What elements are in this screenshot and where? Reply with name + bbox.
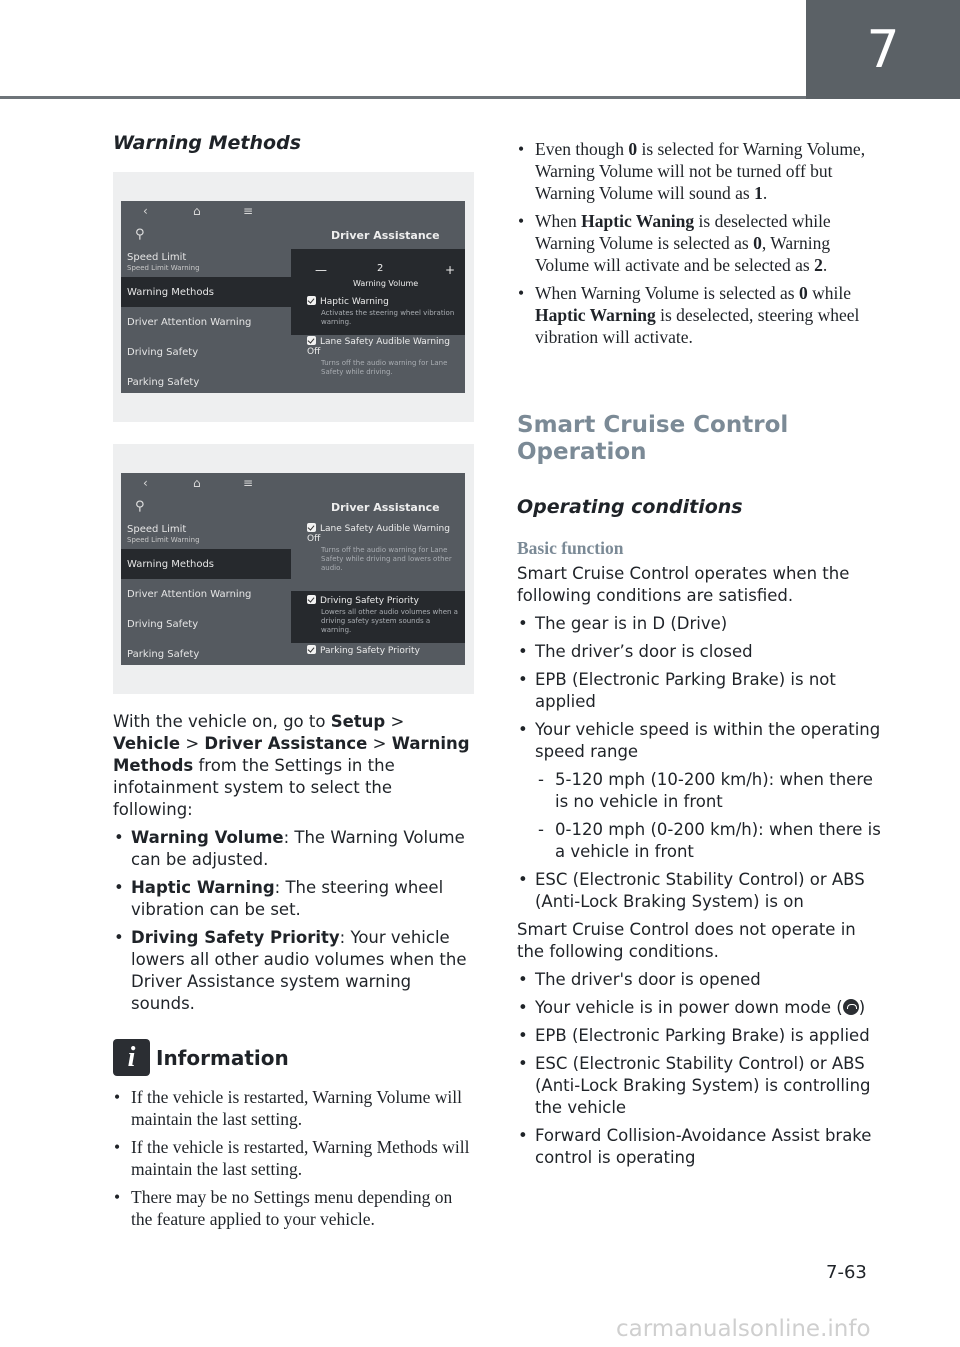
checkbox-icon — [307, 595, 316, 604]
list-item: • Haptic Warning: The steering wheel vibration can be set. — [113, 877, 475, 921]
speed-range-list — [535, 769, 887, 863]
power-down-mode-icon — [843, 999, 859, 1015]
left-column — [113, 132, 475, 154]
option-haptic-warning: Haptic Warning Activates the steering wheel vibration warning. — [307, 296, 461, 327]
subsection-title-operating-conditions: Operating conditions — [517, 496, 743, 518]
volume-value: 2 — [377, 263, 384, 274]
settings-menu — [121, 519, 291, 665]
list-item: • If the vehicle is restarted, Warning Volume will maintain the last setting. — [113, 1086, 475, 1130]
right-column — [517, 138, 887, 1169]
option-lane-safety-audible: Lane Safety Audible Warning Off Turns off the audio warning for Lane Safety while driving. — [307, 337, 450, 376]
intro-paragraph: With the vehicle on, go to Setup > Vehicle > Driver Assistance > Warning Methods from the Settings in the infotainment system to select the following: — [113, 712, 470, 819]
menu-item-driving-safety: Driving Safety — [127, 618, 199, 630]
menu-item-driver-attention: Driver Attention Warning — [127, 588, 252, 600]
checkbox-icon — [307, 296, 316, 305]
operates-intro: Smart Cruise Control operates when the following conditions are satisfied. — [517, 564, 850, 605]
operates-list — [517, 613, 887, 763]
list-item: • ESC (Electronic Stability Control) or ABS (Anti-Lock Braking System) is controlling the vehicle — [517, 1053, 887, 1119]
checkbox-icon — [307, 336, 316, 345]
section-title-scc-operation: Smart Cruise Control Operation — [517, 412, 789, 465]
menu-item-driving-safety: Driving Safety — [127, 346, 199, 358]
list-item: • EPB (Electronic Parking Brake) is not applied — [517, 669, 887, 713]
not-operates-intro: Smart Cruise Control does not operate in the following conditions. — [517, 920, 856, 961]
information-list — [113, 1086, 475, 1230]
home-icon: ⌂ — [193, 204, 201, 218]
list-item: • EPB (Electronic Parking Brake) is applied — [517, 1025, 887, 1047]
watermark: carmanualsonline.info — [616, 1316, 871, 1342]
list-item: • Forward Collision-Avoidance Assist brake control is operating — [517, 1125, 887, 1169]
menu-item-parking-safety: Parking Safety — [127, 648, 200, 660]
list-item: • Even though 0 is selected for Warning Volume, Warning Volume will not be turned off but Warning Volume will sound as 1. — [517, 138, 887, 204]
volume-minus: — — [315, 263, 327, 277]
sub-heading-basic-function: Basic function — [517, 538, 624, 558]
header-rule — [0, 96, 806, 99]
screen-top-bar — [121, 201, 465, 223]
information-icon: i — [113, 1039, 150, 1076]
volume-plus: + — [445, 263, 456, 277]
screenshot-warning-methods-1 — [113, 172, 474, 422]
menu-item-parking-safety: Parking Safety — [127, 376, 200, 388]
list-item: • When Warning Volume is selected as 0 while Haptic Warning is deselected, steering wheel vibration will activate. — [517, 282, 887, 348]
back-icon: ‹ — [143, 204, 148, 218]
volume-notes-list — [517, 138, 887, 348]
option-driving-safety-priority: Driving Safety Priority Lowers all other audio volumes when a driving safety system sounds a warning. — [307, 595, 461, 635]
list-item: • When Haptic Waning is deselected while Warning Volume is selected as 0, Warning Volume will activate and be selected as 2. — [517, 210, 887, 276]
list-item: - 0-120 mph (0-200 km/h): when there is a vehicle in front — [535, 819, 887, 863]
list-item: • There may be no Settings menu depending on the feature applied to your vehicle. — [113, 1186, 475, 1230]
list-item: • Your vehicle is in power down mode ( ) — [517, 997, 887, 1019]
settings-menu — [121, 247, 291, 393]
page-number: 7-63 — [826, 1262, 867, 1283]
panel-title: Driver Assistance — [331, 229, 440, 242]
chapter-tab: 7 — [806, 0, 960, 99]
menu-item-warning-methods: Warning Methods — [121, 549, 291, 579]
not-operates-list — [517, 969, 887, 1169]
list-item: • Driving Safety Priority: Your vehicle lowers all other audio volumes when the Driver Assistance system warning sounds. — [113, 927, 475, 1015]
search-icon: ⚲ — [135, 499, 145, 514]
menu-item-speed-limit: Speed Limit Speed Limit Warning — [127, 252, 200, 272]
list-item: • ESC (Electronic Stability Control) or ABS (Anti-Lock Braking System) is on — [517, 869, 887, 913]
volume-label: Warning Volume — [353, 279, 419, 288]
checkbox-icon — [307, 523, 316, 532]
list-item: • The gear is in D (Drive) — [517, 613, 887, 635]
operating-conditions-body — [517, 563, 887, 1169]
back-icon: ‹ — [143, 476, 148, 490]
left-body — [113, 711, 475, 1230]
menu-icon: ≡ — [243, 204, 254, 218]
search-icon: ⚲ — [135, 227, 145, 242]
section-title-warning-methods: Warning Methods — [113, 132, 302, 154]
infotainment-screen — [121, 201, 465, 393]
home-icon: ⌂ — [193, 476, 201, 490]
list-item: • If the vehicle is restarted, Warning Methods will maintain the last setting. — [113, 1136, 475, 1180]
menu-item-warning-methods: Warning Methods — [121, 277, 291, 307]
screen-top-bar — [121, 473, 465, 495]
information-title: Information — [156, 1045, 289, 1070]
menu-item-driver-attention: Driver Attention Warning — [127, 316, 252, 328]
checkbox-icon — [307, 645, 316, 654]
option-lane-safety-audible: Lane Safety Audible Warning Off Turns off the audio warning for Lane Safety while driving and lowers other audio. — [307, 524, 452, 572]
infotainment-screen — [121, 473, 465, 665]
menu-item-speed-limit: Speed Limit Speed Limit Warning — [127, 524, 200, 544]
menu-icon: ≡ — [243, 476, 254, 490]
list-item: • Your vehicle speed is within the operating speed range — [517, 719, 887, 763]
screenshot-warning-methods-2 — [113, 444, 474, 694]
operates-list-cont — [517, 869, 887, 913]
list-item: • The driver’s door is closed — [517, 641, 887, 663]
list-item: • The driver's door is opened — [517, 969, 887, 991]
settings-list — [113, 827, 475, 1015]
panel-title: Driver Assistance — [331, 501, 440, 514]
list-item: • Warning Volume: The Warning Volume can be adjusted. — [113, 827, 475, 871]
information-header — [113, 1039, 475, 1076]
list-item: - 5-120 mph (10-200 km/h): when there is no vehicle in front — [535, 769, 887, 813]
option-parking-safety-priority: Parking Safety Priority — [307, 645, 461, 656]
